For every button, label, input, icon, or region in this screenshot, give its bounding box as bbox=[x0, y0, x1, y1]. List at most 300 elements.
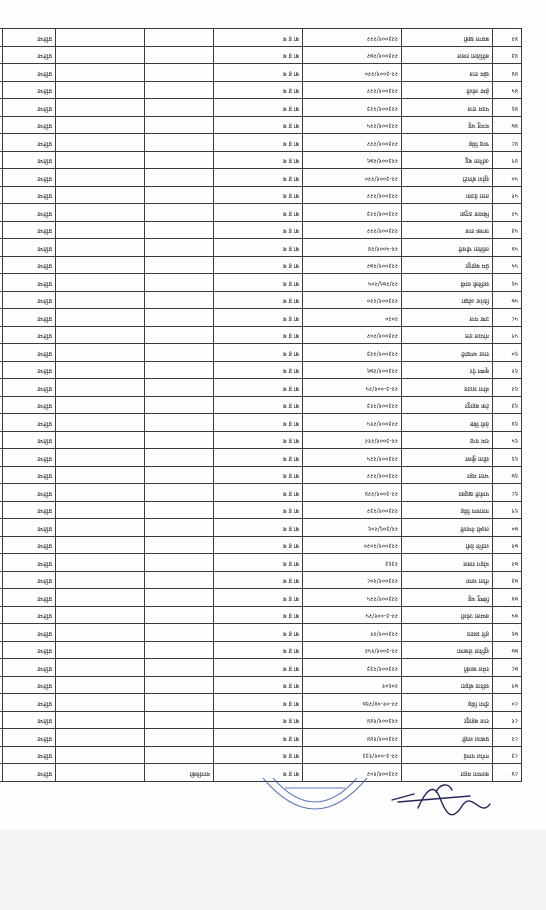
table-cell-stream bbox=[56, 204, 145, 222]
table-cell-stream bbox=[56, 379, 145, 397]
table-cell-roll: २२३००१/२२५ bbox=[303, 449, 402, 467]
table-cell-prog: बा ह ब bbox=[214, 204, 303, 222]
table-cell-roll: २२३००१/१४४ bbox=[303, 729, 402, 747]
table-cell-stream bbox=[56, 519, 145, 537]
table-cell-board bbox=[145, 519, 214, 537]
table-cell-stream bbox=[56, 694, 145, 712]
table-cell-sn: ५० bbox=[493, 169, 522, 187]
table-cell-stream bbox=[56, 589, 145, 607]
signature-icon bbox=[380, 772, 510, 824]
table-cell-sn: ४८ bbox=[493, 134, 522, 152]
table-row bbox=[0, 204, 522, 222]
table-cell-roll: २२३००१/१४४ bbox=[303, 712, 402, 730]
table-cell-centre: प्रतिभा bbox=[3, 169, 56, 187]
table-cell-centre: प्रतिभा bbox=[3, 502, 56, 520]
table-cell-sn: ४७ bbox=[493, 117, 522, 135]
results-table bbox=[0, 29, 522, 783]
table-row bbox=[0, 64, 522, 82]
table-cell-sn: ६६ bbox=[493, 449, 522, 467]
table-cell-stream bbox=[56, 362, 145, 380]
table-cell-board bbox=[145, 29, 214, 47]
table-cell-stream bbox=[56, 659, 145, 677]
table-row bbox=[0, 519, 522, 537]
table-cell-stream bbox=[56, 187, 145, 205]
table-cell-name: अनिता बडू bbox=[402, 152, 493, 170]
table-cell-prog: बा ह ब bbox=[214, 117, 303, 135]
table-cell-roll: २२३००१/२७२ bbox=[303, 47, 402, 65]
table-cell-centre: प्रतिभा bbox=[3, 47, 56, 65]
table-cell-roll: २२-०१-०४/२६७ bbox=[303, 694, 402, 712]
table-cell-name: कल्पना महत bbox=[402, 764, 493, 782]
table-cell-name: कमला जोशी bbox=[402, 607, 493, 625]
table-cell-roll: २२३००१/२२२ bbox=[303, 134, 402, 152]
table-row bbox=[0, 449, 522, 467]
table-cell-stream bbox=[56, 82, 145, 100]
table-cell-board bbox=[145, 729, 214, 747]
table-cell-prog: बा ह ब bbox=[214, 29, 303, 47]
table-row bbox=[0, 82, 522, 100]
table-cell-sn: ७४ bbox=[493, 589, 522, 607]
table-row bbox=[0, 694, 522, 712]
table-cell-board bbox=[145, 659, 214, 677]
table-cell-result bbox=[0, 309, 3, 327]
table-cell-roll: २२३००१/२२२ bbox=[303, 187, 402, 205]
table-row bbox=[0, 712, 522, 730]
table-cell-board bbox=[145, 257, 214, 275]
table-cell-name: पार्वती खड्का bbox=[402, 484, 493, 502]
table-cell-stream bbox=[56, 712, 145, 730]
table-cell-name: तारा देउवा bbox=[402, 187, 493, 205]
table-cell-name: हरि प्रसाद bbox=[402, 624, 493, 642]
table-cell-name: नारायण सिंह bbox=[402, 502, 493, 520]
table-cell-sn: ५६ bbox=[493, 274, 522, 292]
table-row bbox=[0, 362, 522, 380]
table-cell-sn: ६१ bbox=[493, 362, 522, 380]
table-cell-board bbox=[145, 467, 214, 485]
table-row bbox=[0, 379, 522, 397]
table-cell-result bbox=[0, 747, 3, 765]
table-cell-roll: २२३००१/२०२० bbox=[303, 537, 402, 555]
table-cell-result bbox=[0, 764, 3, 782]
table-cell-centre: प्रतिभा bbox=[3, 624, 56, 642]
table-cell-centre: प्रतिभा bbox=[3, 519, 56, 537]
table-row bbox=[0, 397, 522, 415]
table-cell-result bbox=[0, 607, 3, 625]
table-cell-prog: बा ह ब bbox=[214, 659, 303, 677]
table-row bbox=[0, 659, 522, 677]
table-row bbox=[0, 607, 522, 625]
table-cell-prog: बा ह ब bbox=[214, 747, 303, 765]
table-cell-stream bbox=[56, 484, 145, 502]
table-cell-stream bbox=[56, 64, 145, 82]
table-cell-stream bbox=[56, 47, 145, 65]
table-cell-board bbox=[145, 117, 214, 135]
table-cell-sn: ८१ bbox=[493, 712, 522, 730]
table-cell-board bbox=[145, 502, 214, 520]
table-cell-stream bbox=[56, 274, 145, 292]
table-cell-centre: प्रतिभा bbox=[3, 572, 56, 590]
table-cell-centre: प्रतिभा bbox=[3, 607, 56, 625]
table-row bbox=[0, 99, 522, 117]
table-cell-stream bbox=[56, 99, 145, 117]
table-cell-prog: बा ह ब bbox=[214, 47, 303, 65]
table-cell-name: सावित्री धामी bbox=[402, 274, 493, 292]
table-cell-name: सरिता बोहरा bbox=[402, 677, 493, 695]
table-cell-sn: ७१ bbox=[493, 537, 522, 555]
table-cell-name: सीता कुँवर bbox=[402, 449, 493, 467]
table-cell-centre: प्रतिभा bbox=[3, 344, 56, 362]
table-cell-stream bbox=[56, 729, 145, 747]
table-cell-name: गणेश पाण्डे bbox=[402, 747, 493, 765]
table-cell-centre: प्रतिभा bbox=[3, 274, 56, 292]
table-cell-sn: ७९ bbox=[493, 677, 522, 695]
table-cell-prog: बा ह ब bbox=[214, 677, 303, 695]
table-cell-result bbox=[0, 239, 3, 257]
table-cell-sn: ८२ bbox=[493, 729, 522, 747]
table-cell-sn: ७५ bbox=[493, 607, 522, 625]
table-cell-result bbox=[0, 502, 3, 520]
table-cell-roll: २२३००१/२०२ bbox=[303, 327, 402, 345]
table-cell-board bbox=[145, 572, 214, 590]
table-row bbox=[0, 729, 522, 747]
table-cell-stream bbox=[56, 642, 145, 660]
table-cell-prog: बा ह ब bbox=[214, 414, 303, 432]
table-cell-prog: बा ह ब bbox=[214, 467, 303, 485]
table-cell-roll: २३६३ bbox=[303, 554, 402, 572]
table-row bbox=[0, 537, 522, 555]
table-cell-board bbox=[145, 47, 214, 65]
table-cell-sn: ५७ bbox=[493, 292, 522, 310]
table-row bbox=[0, 134, 522, 152]
table-cell-name: देवी बिष्ट bbox=[402, 414, 493, 432]
table-row bbox=[0, 292, 522, 310]
table-cell-board bbox=[145, 274, 214, 292]
table-cell-centre: प्रतिभा bbox=[3, 467, 56, 485]
table-cell-sn: ५२ bbox=[493, 204, 522, 222]
table-cell-prog: बा ह ब bbox=[214, 99, 303, 117]
table-cell-roll: २२-५००१/२४ bbox=[303, 239, 402, 257]
table-cell-result bbox=[0, 257, 3, 275]
table-cell-sn: ६० bbox=[493, 344, 522, 362]
table-cell-sn: ८० bbox=[493, 694, 522, 712]
table-cell-name: कौशिला रावल bbox=[402, 47, 493, 65]
table-cell-board bbox=[145, 169, 214, 187]
table-cell-sn: ४४ bbox=[493, 64, 522, 82]
table-cell-prog: बा ह ब bbox=[214, 764, 303, 782]
table-cell-prog: बा ह ब bbox=[214, 729, 303, 747]
table-row bbox=[0, 344, 522, 362]
table-cell-board bbox=[145, 379, 214, 397]
table-cell-result bbox=[0, 204, 3, 222]
table-cell-name: खेम राज bbox=[402, 64, 493, 82]
table-cell-stream bbox=[56, 747, 145, 765]
table-cell-stream bbox=[56, 502, 145, 520]
table-cell-result bbox=[0, 624, 3, 642]
table-cell-result bbox=[0, 134, 3, 152]
table-row bbox=[0, 467, 522, 485]
table-cell-prog: बा ह ब bbox=[214, 624, 303, 642]
table-cell-sn: ५८ bbox=[493, 309, 522, 327]
table-cell-result bbox=[0, 169, 3, 187]
table-row bbox=[0, 47, 522, 65]
table-cell-centre: प्रतिभा bbox=[3, 537, 56, 555]
table-cell-board: मानविकी bbox=[145, 764, 214, 782]
table-cell-name: भरत महर bbox=[402, 467, 493, 485]
table-cell-board bbox=[145, 292, 214, 310]
table-cell-result bbox=[0, 379, 3, 397]
table-cell-stream bbox=[56, 134, 145, 152]
table-cell-name: जनक राज bbox=[402, 222, 493, 240]
table-cell-board bbox=[145, 187, 214, 205]
table-row bbox=[0, 152, 522, 170]
table-cell-prog: बा ह ब bbox=[214, 379, 303, 397]
table-cell-name: गीता थापा bbox=[402, 572, 493, 590]
table-cell-centre: प्रतिभा bbox=[3, 589, 56, 607]
table-cell-stream bbox=[56, 764, 145, 782]
table-cell-name: दीपा सिंह bbox=[402, 694, 493, 712]
table-cell-roll: २२३००१/२७२ bbox=[303, 257, 402, 275]
table-cell-roll: २२३००१/२२५ bbox=[303, 117, 402, 135]
table-cell-board bbox=[145, 204, 214, 222]
table-cell-result bbox=[0, 449, 3, 467]
table-cell-sn: ५५ bbox=[493, 257, 522, 275]
table-cell-sn: ६९ bbox=[493, 502, 522, 520]
table-cell-stream bbox=[56, 414, 145, 432]
table-cell-roll: २२३००१/२२२ bbox=[303, 82, 402, 100]
table-cell-centre: प्रतिभा bbox=[3, 677, 56, 695]
table-cell-prog: बा ह ब bbox=[214, 309, 303, 327]
table-cell-centre: प्रतिभा bbox=[3, 764, 56, 782]
table-cell-centre: प्रतिभा bbox=[3, 379, 56, 397]
table-cell-name: मोहन रावल bbox=[402, 554, 493, 572]
table-cell-result bbox=[0, 642, 3, 660]
table-cell-prog: बा ह ब bbox=[214, 589, 303, 607]
table-row bbox=[0, 29, 522, 47]
table-cell-prog: बा ह ब bbox=[214, 432, 303, 450]
table-cell-centre: प्रतिभा bbox=[3, 397, 56, 415]
table-cell-board bbox=[145, 309, 214, 327]
table-cell-roll: २२३००१/२७६ bbox=[303, 152, 402, 170]
table-row bbox=[0, 642, 522, 660]
table-cell-board bbox=[145, 607, 214, 625]
table-row bbox=[0, 432, 522, 450]
table-row bbox=[0, 309, 522, 327]
table-cell-stream bbox=[56, 397, 145, 415]
table-cell-sn: ४९ bbox=[493, 152, 522, 170]
table-cell-name: राधा भण्डारी bbox=[402, 344, 493, 362]
table-cell-board bbox=[145, 642, 214, 660]
table-cell-board bbox=[145, 537, 214, 555]
table-cell-name: दिनेश ओझा bbox=[402, 292, 493, 310]
table-cell-stream bbox=[56, 117, 145, 135]
table-cell-stream bbox=[56, 624, 145, 642]
table-cell-centre: प्रतिभा bbox=[3, 432, 56, 450]
table-row bbox=[0, 169, 522, 187]
table-row bbox=[0, 187, 522, 205]
table-cell-name: सुनिता रोकाया bbox=[402, 642, 493, 660]
table-cell-board bbox=[145, 449, 214, 467]
table-cell-centre: प्रतिभा bbox=[3, 414, 56, 432]
table-cell-name: गोपाल दत्त bbox=[402, 327, 493, 345]
table-row bbox=[0, 414, 522, 432]
table-cell-sn: ६५ bbox=[493, 432, 522, 450]
table-cell-prog: बा ह ब bbox=[214, 397, 303, 415]
table-cell-board bbox=[145, 712, 214, 730]
table-cell-roll: २२/३०६/२०६ bbox=[303, 519, 402, 537]
table-cell-board bbox=[145, 432, 214, 450]
table-cell-roll: २२३००१/२२३ bbox=[303, 99, 402, 117]
table-cell-name: बिमला ठगुन्ना bbox=[402, 204, 493, 222]
table-cell-name: उषा पन्त bbox=[402, 309, 493, 327]
table-cell-centre: प्रतिभा bbox=[3, 659, 56, 677]
table-cell-roll: २२३००१/२१५ bbox=[303, 414, 402, 432]
table-cell-name: पदम राज bbox=[402, 99, 493, 117]
table-cell-name: विष्णु भट्ट bbox=[402, 589, 493, 607]
table-cell-sn: ४२ bbox=[493, 29, 522, 47]
table-cell-result bbox=[0, 344, 3, 362]
table-cell-stream bbox=[56, 677, 145, 695]
table-cell-prog: बा ह ब bbox=[214, 222, 303, 240]
table-cell-centre: प्रतिभा bbox=[3, 747, 56, 765]
table-cell-stream bbox=[56, 537, 145, 555]
table-cell-result bbox=[0, 467, 3, 485]
table-cell-stream bbox=[56, 257, 145, 275]
table-cell-board bbox=[145, 554, 214, 572]
table-row bbox=[0, 502, 522, 520]
table-cell-roll: २२-३००१/२१२ bbox=[303, 432, 402, 450]
table-cell-prog: बा ह ब bbox=[214, 572, 303, 590]
table-cell-result bbox=[0, 519, 3, 537]
table-cell-board bbox=[145, 397, 214, 415]
table-cell-prog: बा ह ब bbox=[214, 449, 303, 467]
table-cell-centre: प्रतिभा bbox=[3, 152, 56, 170]
table-cell-roll: २२३००१/२१३ bbox=[303, 397, 402, 415]
table-cell-roll: २२३००१/२२२ bbox=[303, 29, 402, 47]
table-cell-result bbox=[0, 712, 3, 730]
table-cell-prog: बा ह ब bbox=[214, 344, 303, 362]
table-cell-sn: ४६ bbox=[493, 99, 522, 117]
table-cell-name: प्रकाश शाही bbox=[402, 729, 493, 747]
table-cell-name: लक्ष्मी नेपाली bbox=[402, 519, 493, 537]
table-cell-result bbox=[0, 554, 3, 572]
table-cell-roll: २२३००१/२७६ bbox=[303, 362, 402, 380]
table-cell-name: प्रेम बहादुर bbox=[402, 257, 493, 275]
table-row bbox=[0, 677, 522, 695]
table-cell-prog: बा ह ब bbox=[214, 554, 303, 572]
table-cell-centre: प्रतिभा bbox=[3, 99, 56, 117]
table-cell-roll: २२३००१/२२३ bbox=[303, 344, 402, 362]
table-cell-stream bbox=[56, 29, 145, 47]
table-cell-stream bbox=[56, 169, 145, 187]
table-cell-sn: ६४ bbox=[493, 414, 522, 432]
table-cell-result bbox=[0, 677, 3, 695]
table-cell-sn: ४३ bbox=[493, 47, 522, 65]
table-cell-centre: प्रतिभा bbox=[3, 117, 56, 135]
table-cell-result bbox=[0, 152, 3, 170]
table-cell-roll: २२-३-००१/२५ bbox=[303, 379, 402, 397]
table-cell-roll: २२३००१/२२२ bbox=[303, 467, 402, 485]
table-cell-result bbox=[0, 659, 3, 677]
table-cell-centre: प्रतिभा bbox=[3, 187, 56, 205]
table-cell-prog: बा ह ब bbox=[214, 239, 303, 257]
table-cell-centre: प्रतिभा bbox=[3, 484, 56, 502]
table-cell-stream bbox=[56, 449, 145, 467]
table-cell-board bbox=[145, 414, 214, 432]
table-cell-prog: बा ह ब bbox=[214, 134, 303, 152]
table-cell-sn: ६२ bbox=[493, 379, 522, 397]
table-row bbox=[0, 239, 522, 257]
table-cell-centre: प्रतिभा bbox=[3, 327, 56, 345]
table-cell-prog: बा ह ब bbox=[214, 712, 303, 730]
table-cell-centre: प्रतिभा bbox=[3, 222, 56, 240]
table-cell-prog: बा ह ब bbox=[214, 537, 303, 555]
table-cell-board bbox=[145, 99, 214, 117]
table-cell-board bbox=[145, 152, 214, 170]
table-cell-result bbox=[0, 82, 3, 100]
table-cell-centre: प्रतिभा bbox=[3, 134, 56, 152]
table-cell-roll: २२-३-००१/१३३ bbox=[303, 747, 402, 765]
table-cell-stream bbox=[56, 607, 145, 625]
table-cell-roll: २२३००१/२३३ bbox=[303, 659, 402, 677]
table-cell-name: कृष्ण ऐर bbox=[402, 362, 493, 380]
table-cell-stream bbox=[56, 344, 145, 362]
table-cell-prog: बा ह ब bbox=[214, 607, 303, 625]
table-cell-result bbox=[0, 729, 3, 747]
table-row bbox=[0, 624, 522, 642]
table-cell-name: रमेश कार्की bbox=[402, 659, 493, 677]
table-cell-centre: प्रतिभा bbox=[3, 554, 56, 572]
table-cell-name: टेक बहादुर bbox=[402, 397, 493, 415]
table-cell-roll: २२३००१/२२५ bbox=[303, 589, 402, 607]
table-cell-stream bbox=[56, 222, 145, 240]
table-cell-board bbox=[145, 344, 214, 362]
table-cell-roll: २२/२७६/२०५ bbox=[303, 274, 402, 292]
table-cell-stream bbox=[56, 152, 145, 170]
table-cell-prog: बा ह ब bbox=[214, 64, 303, 82]
table-cell-stream bbox=[56, 239, 145, 257]
table-cell-result bbox=[0, 572, 3, 590]
table-cell-name: सुरेश बोगटी bbox=[402, 169, 493, 187]
table-cell-centre: प्रतिभा bbox=[3, 257, 56, 275]
table-cell-roll: २०२० bbox=[303, 309, 402, 327]
table-cell-centre: प्रतिभा bbox=[3, 292, 56, 310]
table-cell-result bbox=[0, 484, 3, 502]
table-cell-sn: ५१ bbox=[493, 187, 522, 205]
table-cell-sn: ५४ bbox=[493, 239, 522, 257]
table-cell-board bbox=[145, 82, 214, 100]
table-cell-prog: बा ह ब bbox=[214, 484, 303, 502]
table-cell-name: मीना साउद bbox=[402, 379, 493, 397]
table-cell-board bbox=[145, 589, 214, 607]
table-cell-result bbox=[0, 117, 3, 135]
table-cell-result bbox=[0, 432, 3, 450]
table-cell-name: शान्ति देवी bbox=[402, 537, 493, 555]
table-cell-name: मञ्जु भट्ट bbox=[402, 117, 493, 135]
table-cell-prog: बा ह ब bbox=[214, 642, 303, 660]
table-cell-result bbox=[0, 537, 3, 555]
table-cell-centre: प्रतिभा bbox=[3, 239, 56, 257]
table-cell-board bbox=[145, 362, 214, 380]
table-cell-board bbox=[145, 327, 214, 345]
table-cell-roll: २२३००१/२०८ bbox=[303, 572, 402, 590]
table-cell-sn: ८३ bbox=[493, 747, 522, 765]
table-cell-result bbox=[0, 414, 3, 432]
table-cell-stream bbox=[56, 432, 145, 450]
table-cell-centre: प्रतिभा bbox=[3, 449, 56, 467]
table-cell-board bbox=[145, 747, 214, 765]
table-row bbox=[0, 554, 522, 572]
table-cell-roll: २२-३००१/१५२ bbox=[303, 642, 402, 660]
